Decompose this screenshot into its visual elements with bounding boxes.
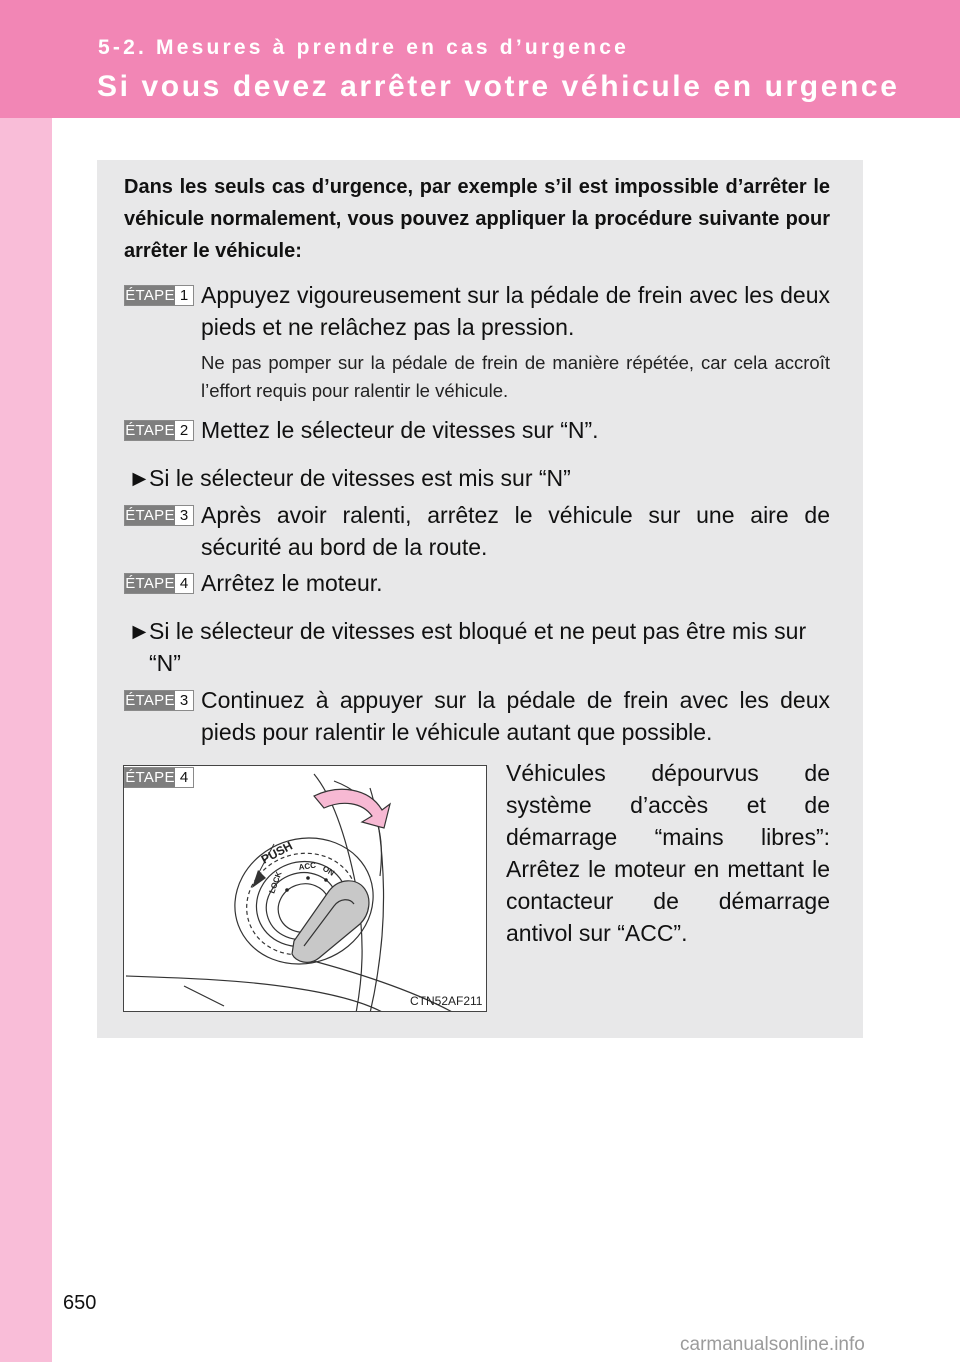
step-badge-2 (124, 420, 194, 441)
page-header (0, 0, 960, 118)
step-badge-label: ÉTAPE (125, 507, 175, 524)
step-badge-4b (124, 767, 194, 788)
step-1-text: Appuyez vigoureusement sur la pédale de frein avec les deux pieds et ne relâchez pas la pression. (201, 282, 830, 340)
condition-text: Si le sélecteur de vitesses est bloqué et ne peut pas être mis sur (149, 618, 807, 644)
step-badge-number: 4 (179, 575, 189, 592)
watermark: carmanualsonline.info (680, 1334, 865, 1355)
figure-code: CTN52AF211 (410, 994, 483, 1008)
step-badge-number: 2 (179, 422, 189, 439)
arrow-right-icon: ► (128, 465, 151, 491)
section-label: 5-2. Mesures à prendre en cas d’urgence (98, 36, 629, 59)
lock-label: LOCK (267, 870, 284, 895)
step-3a-text: Après avoir ralenti, arrêtez le véhicule sur une aire de sécurité au bord de la route. (201, 502, 830, 560)
condition-text: Si le sélecteur de vitesses est mis sur “N” (149, 465, 571, 491)
step-badge-4a (124, 573, 194, 594)
step-badge-number: 1 (179, 287, 189, 304)
side-strip (0, 118, 52, 1362)
intro-paragraph: Dans les seuls cas d’urgence, par exemple s’il est impossible d’arrêter le véhicule normalement, vous pouvez appliquer la procédure suivante pour arrêter le véhicule: (124, 176, 830, 262)
acc-label: ACC (298, 860, 317, 872)
step-badge-label: ÉTAPE (125, 422, 175, 439)
arrow-right-icon: ► (128, 618, 151, 644)
ignition-key-drawing (124, 766, 487, 1012)
condition-neutral (128, 462, 830, 494)
step-badge-3a (124, 505, 194, 526)
step-badge-label: ÉTAPE (125, 575, 175, 592)
step-badge-1 (124, 285, 194, 306)
page-title: Si vous devez arrêter votre véhicule en urgence (97, 70, 900, 103)
condition-text-cont: “N” (149, 650, 181, 676)
step-2-text: Mettez le sélecteur de vitesses sur “N”. (201, 417, 599, 443)
step-4b-text: Véhicules dépourvus de système d’accès et de démarrage “mains libres”: Arrêtez le moteur en mettant le contacteur de démarrage antivol sur “ACC”. (506, 760, 830, 946)
step-1-note: Ne pas pomper sur la pédale de frein de manière répétée, car cela accroît l’effort requis pour ralentir le véhicule. (201, 352, 830, 401)
step-badge-number: 4 (179, 769, 189, 786)
step-4a-text: Arrêtez le moteur. (201, 570, 383, 596)
step-badge-label: ÉTAPE (125, 287, 175, 304)
step-badge-number: 3 (179, 507, 189, 524)
step-badge-number: 3 (179, 692, 189, 709)
push-label: PUSH (258, 838, 295, 867)
step-badge-label: ÉTAPE (125, 769, 175, 786)
condition-blocked (128, 615, 830, 679)
step-badge-3b (124, 690, 194, 711)
step-3b-text: Continuez à appuyer sur la pédale de frein avec les deux pieds pour ralentir le véhicule autant que possible. (201, 687, 830, 745)
page-number: 650 (63, 1292, 97, 1314)
step-badge-label: ÉTAPE (125, 692, 175, 709)
on-label: ON (321, 863, 336, 878)
ignition-illustration (123, 765, 487, 1012)
